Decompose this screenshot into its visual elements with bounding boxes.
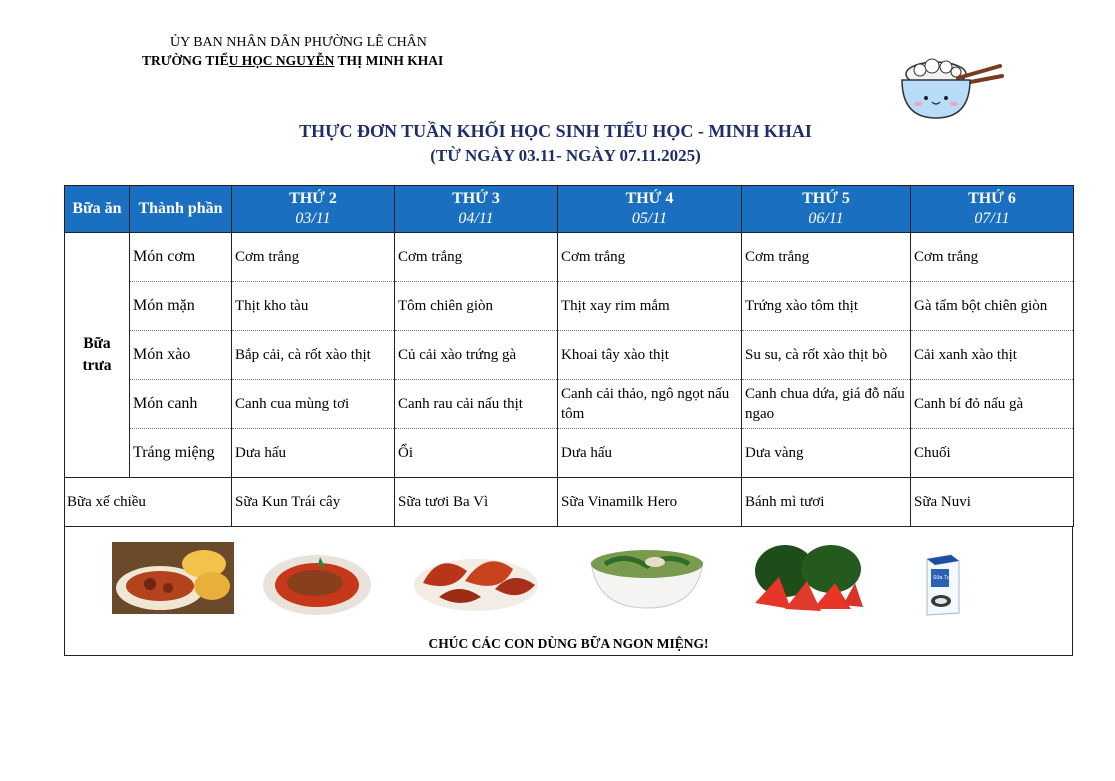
menu-cell: Canh cua mùng tơi: [232, 380, 395, 429]
menu-table: [64, 185, 1074, 527]
table-header-row: [65, 186, 1074, 233]
menu-cell: Chuối: [911, 429, 1074, 478]
menu-cell: Canh cải thảo, ngô ngọt nấu tôm: [558, 380, 742, 429]
menu-cell: Cơm trắng: [742, 233, 911, 282]
menu-cell: Canh bí đỏ nấu gà: [911, 380, 1074, 429]
fried-fish-photo: [260, 543, 374, 617]
menu-cell: Cơm trắng: [395, 233, 558, 282]
menu-cell: Khoai tây xào thịt: [558, 331, 742, 380]
menu-cell: Cơm trắng: [911, 233, 1074, 282]
component-cell: Món cơm: [130, 233, 232, 282]
watermelon-photo: [751, 543, 865, 615]
closing-message: CHÚC CÁC CON DÙNG BỮA NGON MIỆNG!: [428, 636, 709, 651]
component-cell: Món xào: [130, 331, 232, 380]
org-line-2a: TRƯỜNG TIỂ: [142, 53, 229, 68]
day-header-3: [558, 186, 742, 233]
component-cell: Món canh: [130, 380, 232, 429]
menu-cell: Sữa Kun Trái cây: [232, 478, 395, 527]
milk-box-text: Sữa Tươi: [933, 575, 955, 581]
col-component-header: Thành phần: [130, 186, 232, 233]
day-name: THỨ 5: [802, 190, 850, 207]
menu-cell: Bắp cải, cà rốt xào thịt: [232, 331, 395, 380]
day-date: 06/11: [808, 210, 844, 227]
day-name: THỨ 3: [452, 190, 500, 207]
menu-cell: Sữa tươi Ba Vì: [395, 478, 558, 527]
table-row: [65, 380, 1074, 429]
menu-cell: Tôm chiên giòn: [395, 282, 558, 331]
menu-cell: Sữa Nuvi: [911, 478, 1074, 527]
menu-cell: Sữa Vinamilk Hero: [558, 478, 742, 527]
menu-cell: Cơm trắng: [558, 233, 742, 282]
menu-cell: Thịt xay rim mắm: [558, 282, 742, 331]
day-date: 03/11: [295, 210, 331, 227]
page-title: THỰC ĐƠN TUẦN KHỐI HỌC SINH TIỂU HỌC - MINH KHAI: [299, 121, 812, 141]
menu-cell: Củ cải xào trứng gà: [395, 331, 558, 380]
menu-cell: Canh chua dứa, giá đỗ nấu ngao: [742, 380, 911, 429]
menu-cell: Dưa hấu: [558, 429, 742, 478]
braised-pork-photo: [112, 542, 234, 614]
menu-cell: Dưa vàng: [742, 429, 911, 478]
table-row: [65, 233, 1074, 282]
menu-cell: Su su, cà rốt xào thịt bò: [742, 331, 911, 380]
org-line-2b: U HỌC NGUYỄN: [228, 53, 335, 68]
rice-bowl-icon: [888, 56, 1016, 124]
table-row: [65, 331, 1074, 380]
day-name: THỨ 6: [968, 190, 1016, 207]
page-subtitle: (TỪ NGÀY 03.11- NGÀY 07.11.2025): [430, 146, 701, 165]
org-line-1: ỦY BAN NHÂN DÂN PHƯỜNG LÊ CHÂN: [170, 35, 427, 50]
day-date: 07/11: [974, 210, 1010, 227]
snack-row: [65, 478, 1074, 527]
meal-snack-label: Bữa xế chiều: [65, 478, 232, 527]
fried-shrimp-photo: [409, 541, 543, 613]
org-line-2: [142, 53, 443, 69]
day-name: THỨ 2: [289, 190, 337, 207]
component-cell: Tráng miệng: [130, 429, 232, 478]
menu-cell: Dưa hấu: [232, 429, 395, 478]
table-row: [65, 282, 1074, 331]
day-header-5: [911, 186, 1074, 233]
soup-bowl-photo: [585, 544, 710, 610]
day-name: THỨ 4: [625, 190, 674, 207]
component-cell: Món mặn: [130, 282, 232, 331]
table-row: [65, 429, 1074, 478]
menu-cell: Ổi: [395, 429, 558, 478]
footer-panel: [64, 527, 1073, 656]
day-header-2: [395, 186, 558, 233]
menu-cell: Canh rau cải nấu thịt: [395, 380, 558, 429]
day-date: 05/11: [631, 210, 668, 227]
menu-cell: Cải xanh xào thịt: [911, 331, 1074, 380]
menu-cell: Gà tẩm bột chiên giòn: [911, 282, 1074, 331]
org-line-2c: THỊ MINH KHAI: [334, 53, 444, 68]
menu-cell: Trứng xào tôm thịt: [742, 282, 911, 331]
menu-cell: Cơm trắng: [232, 233, 395, 282]
day-header-4: [742, 186, 911, 233]
day-date: 04/11: [458, 210, 494, 227]
day-header-1: [232, 186, 395, 233]
menu-cell: Bánh mì tươi: [742, 478, 911, 527]
col-meal-header: Bữa ăn: [65, 186, 130, 233]
menu-cell: Thịt kho tàu: [232, 282, 395, 331]
milk-carton-photo: [921, 551, 961, 617]
meal-lunch-label: Bữa trưa: [65, 233, 130, 478]
